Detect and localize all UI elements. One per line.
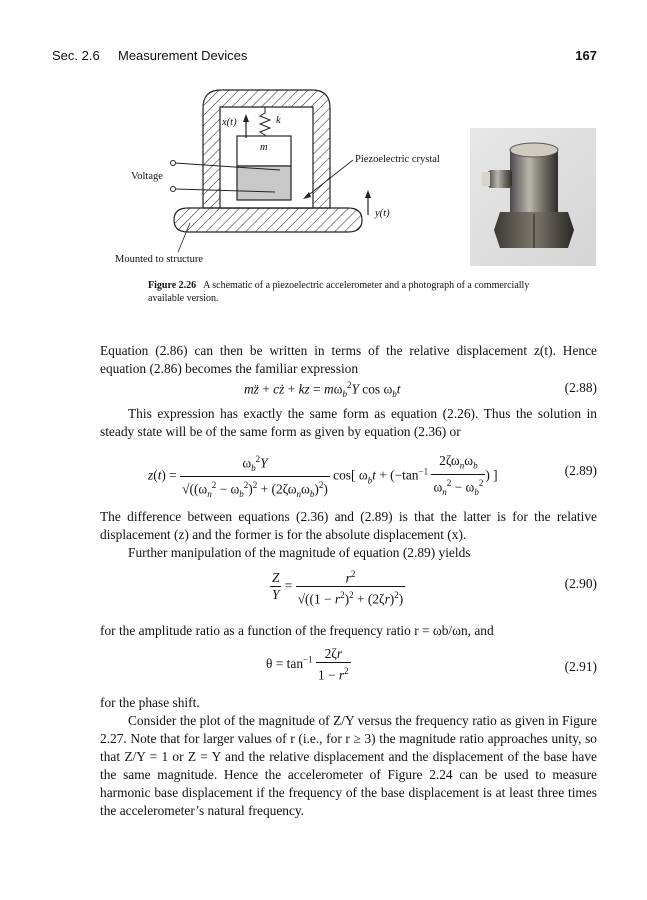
paragraph-3: The difference between equations (2.36) and (2.89) is that the latter is for the relative displacement (z) and the former is for the absolute displacement (x). (100, 509, 597, 542)
equation-number-2-91: (2.91) (564, 659, 597, 674)
running-header (52, 48, 597, 66)
label-y: y(t) (375, 208, 390, 219)
piezo-crystal (237, 166, 291, 200)
section-number: Sec. 2.6 (52, 48, 100, 63)
paragraph-1: Equation (2.86) can then be written in terms of the relative displacement z(t). Hence equation (2.86) becomes the familiar expression (100, 343, 597, 376)
label-crystal: Piezoelectric crystal (355, 154, 440, 165)
equation-2-91: $\theta = \tan^{-1}$ $\frac{2\zeta r}{1 - r^2}$ (266, 646, 349, 683)
equation-number-2-88: (2.88) (564, 380, 597, 395)
paragraph-4: Further manipulation of the magnitude of equation (2.89) yields (128, 545, 471, 560)
label-voltage: Voltage (131, 171, 163, 182)
caption-text: A schematic of a piezoelectric accelerometer and a photograph of a commercially available version. (148, 280, 530, 304)
accelerometer-photo (470, 128, 596, 266)
label-m: m (260, 142, 268, 153)
equation-number-2-90: (2.90) (564, 576, 597, 591)
equation-2-90: $\frac{Z}{Y}$ = $\frac{r^2}{√((1 - r^2)^2 + (2\zeta r)^2)}$ (270, 566, 405, 608)
label-x: x(t) (222, 117, 237, 128)
equation-number-2-89: (2.89) (564, 463, 597, 478)
paragraph-6: for the phase shift. (100, 695, 200, 710)
caption-label: Figure 2.26 (148, 280, 197, 291)
paragraph-2: This expression has exactly the same form as equation (2.26). Thus the solution in steady state will be of the same form as given by equation (2.36) or (100, 406, 597, 439)
base-plate (174, 208, 362, 232)
page-number: 167 (575, 48, 597, 63)
figure-caption (148, 279, 553, 305)
label-mounted: Mounted to structure (115, 254, 204, 265)
paragraph-5: for the amplitude ratio as a function of the frequency ratio r = ωb/ωn, and (100, 623, 494, 638)
section-title: Measurement Devices (118, 48, 248, 63)
label-k: k (276, 115, 281, 126)
paragraph-7: Consider the plot of the magnitude of Z/Y versus the frequency ratio as given in Figure 2.27. Note that for larger values of r (i.e., for r ≥ 3) the magnitude ratio approaches unity, so that Z/Y = 1 or Z = Y and the relative displacement and the displacement of the base have the same magnitude. Hence the accelerometer of Figure 2.24 can be used to measure harmonic base displacement if the frequency of the base displacement is at least three times the accelerometer’s natural frequency. (100, 713, 597, 818)
equation-2-89: z(t) = $\frac{\omega_b^2Y}{√((\omega_n^2 - \omega_b^2)^2 + (2\zeta\omega_n\omega_b)^2)}$ cos[ $\omega_bt + (-\tan^{-1}$ $\frac{2\zeta\omega_n\omega_b}{\omega_n^2 - \omega_b^2}$ ) ] (148, 451, 498, 502)
equation-2-88: mz̈ + cż + kz = $m\omega_b^2Y$ $\cos \omega_bt$ (244, 380, 401, 400)
